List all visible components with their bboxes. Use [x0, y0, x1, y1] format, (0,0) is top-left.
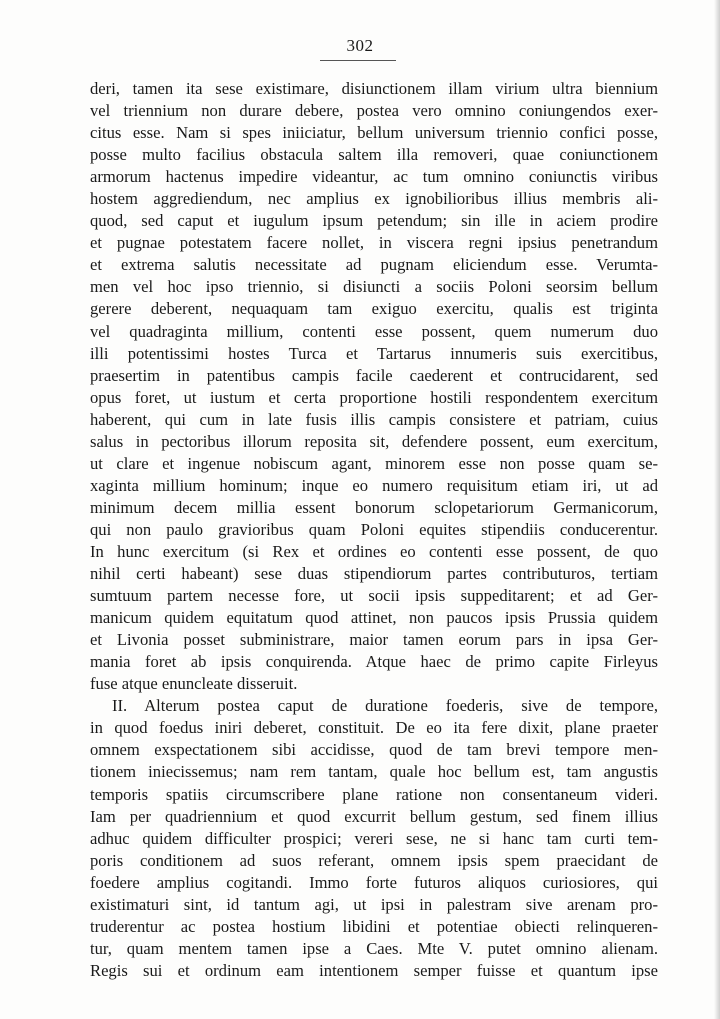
text-line: vel triennium non durare debere, postea vero omnino coniungendos exer- — [90, 101, 658, 121]
text-line: existimaturi sint, id tantum agi, ut ipsi in palestram sive arenam pro- — [90, 894, 658, 914]
text-line: xaginta millium hominum; inque eo numero requisitum etiam iri, ut ad — [90, 475, 658, 495]
text-line: vel quadraginta millium, contenti esse possent, quem numerum duo — [90, 321, 658, 341]
text-line: foedere amplius cogitandi. Immo forte futuros aliquos curiosiores, qui — [90, 872, 658, 892]
text-line: sumtuum partem necesse fore, ut socii ipsis suppeditarent; et ad Ger- — [90, 586, 658, 606]
text-line: poris conditionem ad suos referant, omnem ipsis spem praecidant de — [90, 850, 658, 870]
text-line: illi potentissimi hostes Turca et Tartarus innumeris suis exercitibus, — [90, 343, 658, 363]
text-line: manicum quidem equitatum quod attinet, non paucos ipsis Prussia quidem — [90, 608, 658, 628]
section-start-line: II. Alterum postea caput de duratione foederis, sive de tempore, — [112, 696, 658, 716]
text-line: ut clare et ingenue nobiscum agant, minorem esse non posse quam se- — [90, 453, 658, 473]
text-line: in quod foedus iniri deberet, constituit. De eo ita fere dixit, plane praeter — [90, 718, 658, 738]
text-line: et Livonia posset subministrare, maior tamen eorum pars in ipsa Ger- — [90, 630, 658, 650]
text-line: haberent, qui cum in late fusis illis campis consistere et patriam, cuius — [90, 409, 658, 429]
text-line: truderentur ac postea hostium libidini et potentiae obiecti relinqueren- — [90, 916, 658, 936]
text-line: omnem exspectationem sibi accidisse, quod de tam brevi tempore men- — [90, 740, 658, 760]
text-line: temporis spatiis circumscribere plane ratione non consentaneum videri. — [90, 784, 658, 804]
text-line: tionem iniecissemus; nam rem tantam, quale hoc bellum est, tam angustis — [90, 762, 658, 782]
page-number: 302 — [346, 36, 374, 55]
text-line: adhuc quidem difficulter prospici; vereri sese, ne si hanc tam curti tem- — [90, 828, 658, 848]
body-text — [90, 78, 658, 982]
text-line: armorum hactenus impedire videantur, ac tum omnino coniunctis viribus — [90, 167, 658, 187]
text-line: qui non paulo gravioribus quam Poloni equites stipendiis conducerentur. — [90, 519, 658, 539]
text-line: men vel hoc ipso triennio, si disiuncti a sociis Poloni seorsim bellum — [90, 277, 658, 297]
paragraph-end-line: fuse atque enuncleate disseruit. — [90, 674, 298, 694]
text-line: mania foret ab ipsis conquirenda. Atque haec de primo capite Firleyus — [90, 652, 658, 672]
text-line: minimum decem millia essent bonorum sclopetariorum Germanicorum, — [90, 497, 658, 517]
text-line: nihil certi habeant) sese duas stipendiorum partes contributuros, tertiam — [90, 564, 658, 584]
text-line: tur, quam mentem tamen ipse a Caes. Mte V. putet omnino alienam. — [90, 938, 658, 958]
text-line: In hunc exercitum (si Rex et ordines eo contenti esse possent, de quo — [90, 541, 658, 561]
text-line: et extrema salutis necessitate ad pugnam eliciendum esse. Verumta- — [90, 255, 658, 275]
text-line: Iam per quadriennium et quod excurrit bellum gestum, sed finem illius — [90, 806, 658, 826]
text-line: quod, sed caput et iugulum ipsum petendum; sin ille in aciem prodire — [90, 211, 658, 231]
text-line: deri, tamen ita sese existimare, disiunctionem illam virium ultra biennium — [90, 79, 658, 98]
text-line: hostem aggrediendum, nec amplius ex ignobilioribus illius membris ali- — [90, 189, 658, 209]
text-line: salus in pectoribus illorum reposita sit, defendere possent, eum exercitum, — [90, 431, 658, 451]
page-edge-shadow — [714, 0, 720, 1019]
text-line: posse multo facilius obstacula saltem illa removeri, quae coniunctionem — [90, 145, 658, 165]
header-rule — [320, 60, 396, 61]
text-line: citus esse. Nam si spes iniiciatur, bellum universum triennio confici posse, — [90, 123, 658, 143]
text-line: opus foret, ut iustum et certa proportione hostili respondentem exercitum — [90, 387, 658, 407]
text-line: praesertim in patentibus campis facile caederent et contrucidarent, sed — [90, 365, 658, 385]
text-line: et pugnae potestatem facere nollet, in viscera regni ipsius penetrandum — [90, 233, 658, 253]
text-line: Regis sui et ordinum eam intentionem semper fuisse et quantum ipse — [90, 960, 658, 980]
text-line: gerere deberent, nequaquam tam exiguo exercitu, qualis est triginta — [90, 299, 658, 319]
